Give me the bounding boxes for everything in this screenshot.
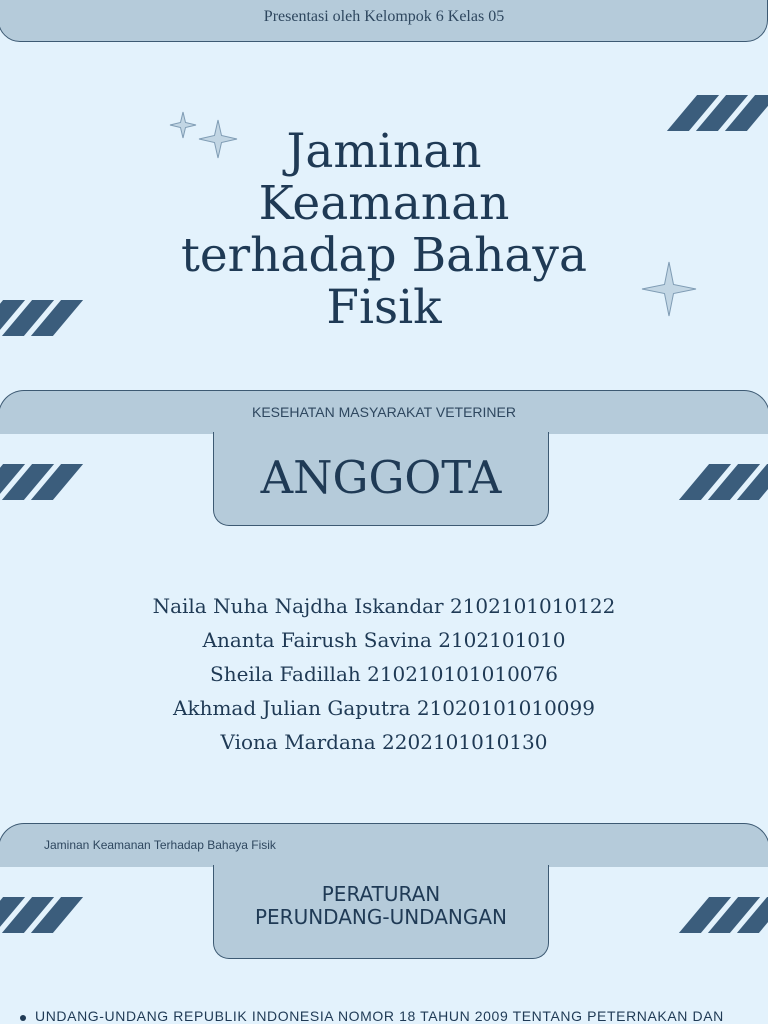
page-title	[120, 126, 648, 334]
section-subtitle: KESEHATAN MASYARAKAT VETERINER	[252, 404, 516, 420]
list-item: Viona Mardana 2202101010130	[220, 730, 548, 754]
title-line: Jaminan	[286, 124, 482, 179]
title-line: Fisik	[326, 280, 442, 335]
heading-line: PERATURAN	[321, 882, 441, 906]
section-subtitle: Jaminan Keamanan Terhadap Bahaya Fisik	[44, 838, 276, 852]
stripe-decoration	[694, 464, 768, 500]
bullet-icon	[20, 1015, 26, 1021]
title-line: terhadap Bahaya	[180, 228, 588, 283]
peraturan-heading	[214, 883, 548, 929]
anggota-tab	[213, 432, 549, 526]
stripe-decoration	[682, 95, 762, 131]
sparkle-icon	[640, 260, 698, 318]
member-list	[80, 589, 688, 759]
presenter-text: Presentasi oleh Kelompok 6 Kelas 05	[263, 8, 505, 25]
stripe-decoration	[694, 897, 768, 933]
list-item: Ananta Fairush Savina 2102101010	[202, 628, 566, 652]
law-item	[20, 1008, 760, 1024]
law-text: UNDANG-UNDANG REPUBLIK INDONESIA NOMOR 18 TAHUN 2009 TENTANG PETERNAKAN DAN	[35, 1008, 724, 1024]
anggota-heading: ANGGOTA	[260, 451, 502, 504]
stripe-decoration	[0, 464, 68, 500]
list-item: Naila Nuha Najdha Iskandar 2102101010122	[152, 594, 616, 618]
stripe-decoration	[0, 300, 68, 336]
peraturan-tab	[213, 865, 549, 959]
list-item: Akhmad Julian Gaputra 21020101010099	[173, 696, 595, 720]
title-line: Keamanan	[258, 176, 510, 231]
list-item: Sheila Fadillah 210210101010076	[210, 662, 558, 686]
stripe-decoration	[0, 897, 68, 933]
heading-line: PERUNDANG-UNDANGAN	[254, 905, 508, 929]
